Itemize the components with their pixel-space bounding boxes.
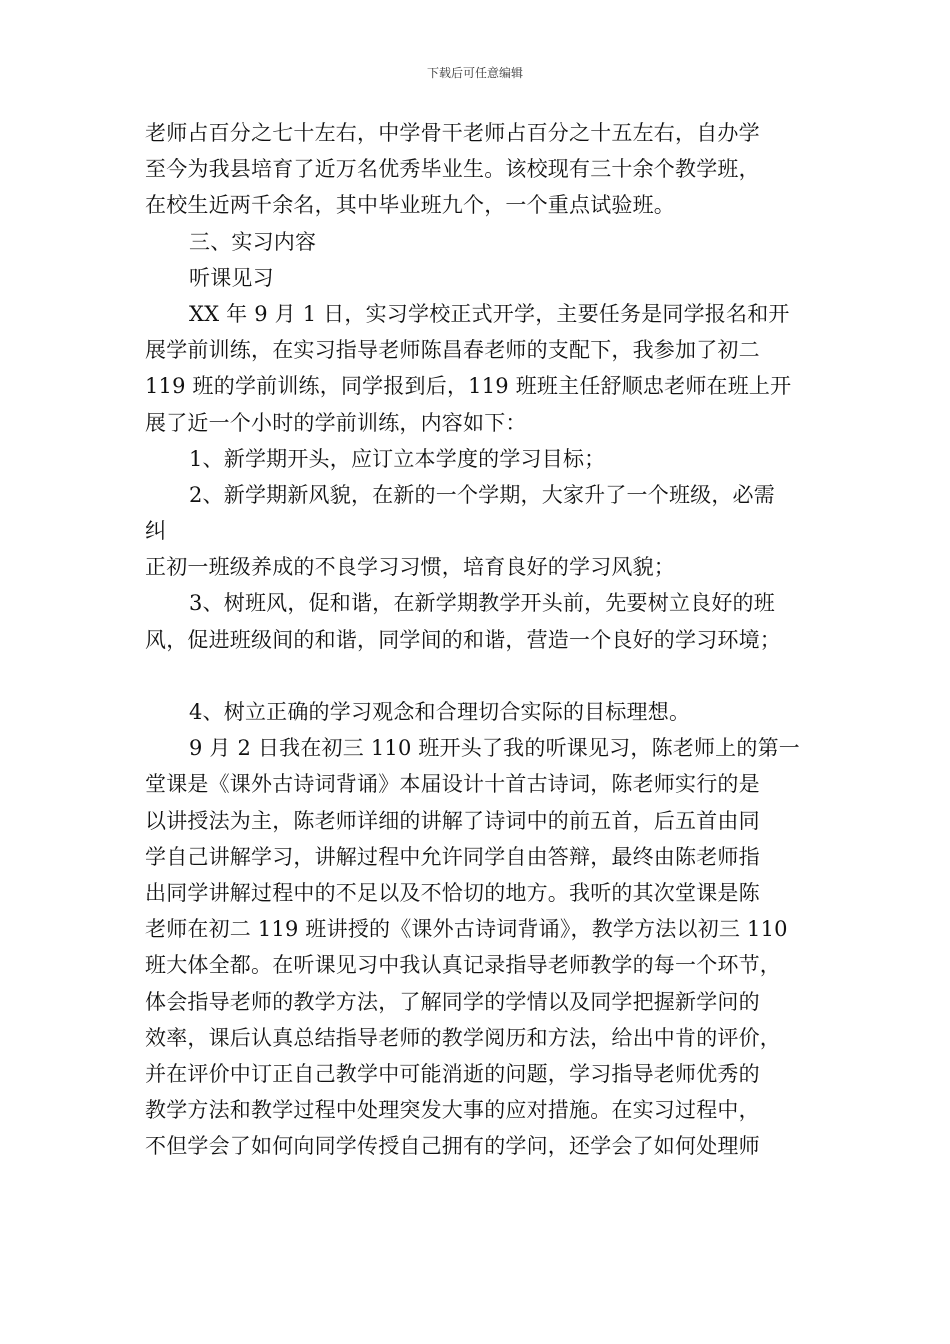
paragraph-line: 效率，课后认真总结指导老师的教学阅历和方法，给出中肯的评价， <box>145 1025 781 1050</box>
paragraph-line: 展了近一个小时的学前训练，内容如下： <box>145 410 527 435</box>
list-item: 2、新学期新风貌，在新的一个学期，大家升了一个班级，必需 <box>189 482 775 507</box>
paragraph-line: 不但学会了如何向同学传授自己拥有的学问，还学会了如何处理师 <box>145 1134 760 1159</box>
paragraph-line: 纠 <box>145 519 167 544</box>
page-header: 下载后可任意编辑 <box>426 66 523 80</box>
paragraph-line: 至今为我县培育了近万名优秀毕业生。该校现有三十余个教学班， <box>145 157 760 182</box>
subsection-heading: 听课见习 <box>189 265 274 290</box>
paragraph-line: 老师在初二 119 班讲授的《课外古诗词背诵》，教学方法以初三 110 <box>145 917 788 942</box>
paragraph-line: 9 月 2 日我在初三 110 班开头了我的听课见习，陈老师上的第一 <box>189 736 800 761</box>
list-item: 3、树班风，促和谐，在新学期教学开头前，先要树立良好的班 <box>189 591 775 616</box>
list-item: 4、树立正确的学习观念和合理切合实际的目标理想。 <box>189 700 691 724</box>
blank-line <box>145 658 835 694</box>
list-item: 1、新学期开头，应订立本学度的学习目标； <box>189 446 606 471</box>
paragraph-line: 学自己讲解学习，讲解过程中允许同学自由答辩，最终由陈老师指 <box>145 844 760 869</box>
paragraph-line: 出同学讲解过程中的不足以及不恰切的地方。我听的其次堂课是陈 <box>145 880 760 905</box>
paragraph-line: 班大体全都。在听课见习中我认真记录指导老师教学的每一个环节， <box>145 953 781 978</box>
paragraph-line: 老师占百分之七十左右，中学骨干老师占百分之十五左右，自办学 <box>145 121 760 145</box>
paragraph-line: 119 班的学前训练，同学报到后，119 班班主任舒顺忠老师在班上开 <box>145 374 792 399</box>
section-heading: 三、实习内容 <box>189 229 317 254</box>
paragraph-line: XX 年 9 月 1 日，实习学校正式开学，主要任务是同学报名和开 <box>189 301 790 326</box>
paragraph-line: 展学前训练，在实习指导老师陈昌春老师的支配下，我参加了初二 <box>145 338 760 363</box>
paragraph-line: 并在评价中订正自己教学中可能消逝的问题，学习指导老师优秀的 <box>145 1061 760 1086</box>
paragraph-line: 教学方法和教学过程中处理突发大事的应对措施。在实习过程中， <box>145 1098 760 1123</box>
paragraph-line: 在校生近两千余名，其中毕业班九个，一个重点试验班。 <box>145 193 675 218</box>
paragraph-line: 正初一班级养成的不良学习习惯，培育良好的学习风貌； <box>145 555 675 580</box>
paragraph-line: 体会指导老师的教学方法，了解同学的学情以及同学把握新学问的 <box>145 989 760 1014</box>
paragraph-line: 风，促进班级间的和谐，同学间的和谐，营造一个良好的学习环境； <box>145 627 781 652</box>
document-body <box>145 115 835 1164</box>
paragraph-line: 堂课是《课外古诗词背诵》本届设计十首古诗词，陈老师实行的是 <box>145 772 760 797</box>
paragraph-line: 以讲授法为主，陈老师详细的讲解了诗词中的前五首，后五首由同 <box>145 808 760 833</box>
